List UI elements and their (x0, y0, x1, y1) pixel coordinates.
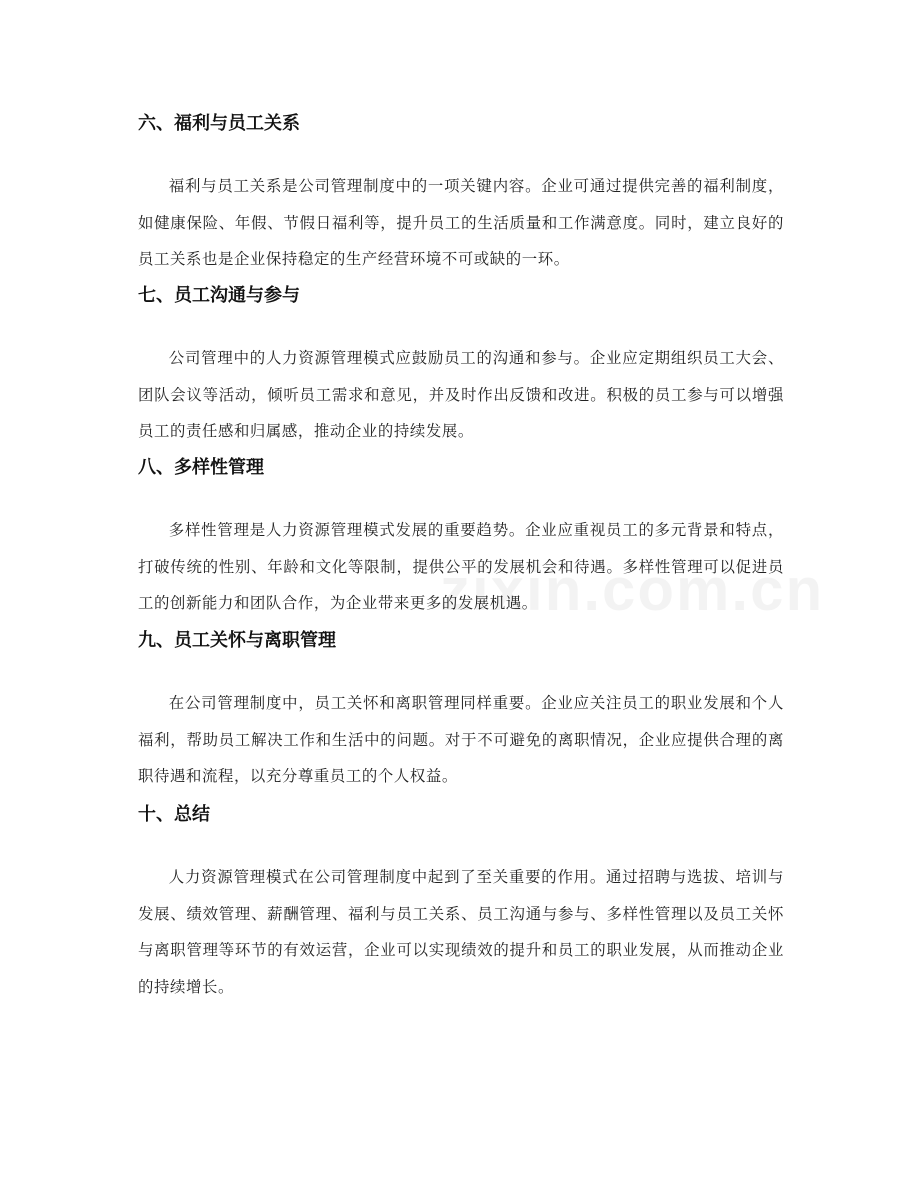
section-care-and-exit (138, 629, 784, 795)
section-paragraph: 公司管理中的人力资源管理模式应鼓励员工的沟通和参与。企业应定期组织员工大会、团队会议等活动，倾听员工需求和意见，并及时作出反馈和改进。积极的员工参与可以增强员工的责任感和归属感，推动企业的持续发展。 (138, 349, 784, 440)
section-heading: 十、总结 (138, 804, 210, 825)
section-paragraph: 福利与员工关系是公司管理制度中的一项关键内容。企业可通过提供完善的福利制度，如健康保险、年假、节假日福利等，提升员工的生活质量和工作满意度。同时，建立良好的员工关系也是企业保持稳定的生产经营环境不可或缺的一环。 (138, 177, 784, 268)
section-heading: 七、员工沟通与参与 (138, 285, 300, 306)
section-heading: 六、福利与员工关系 (138, 113, 300, 134)
section-diversity (138, 456, 784, 622)
section-paragraph: 人力资源管理模式在公司管理制度中起到了至关重要的作用。通过招聘与选拔、培训与发展、绩效管理、薪酬管理、福利与员工关系、员工沟通与参与、多样性管理以及员工关怀与离职管理等环节的有效运营，企业可以实现绩效的提升和员工的职业发展，从而推动企业的持续增长。 (138, 868, 784, 996)
section-communication (138, 284, 784, 450)
section-benefits (138, 112, 784, 278)
section-paragraph: 在公司管理制度中，员工关怀和离职管理同样重要。企业应关注员工的职业发展和个人福利，帮助员工解决工作和生活中的问题。对于不可避免的离职情况，企业应提供合理的离职待遇和流程，以充分尊重员工的个人权益。 (138, 694, 784, 785)
section-paragraph: 多样性管理是人力资源管理模式发展的重要趋势。企业应重视员工的多元背景和特点，打破传统的性别、年龄和文化等限制，提供公平的发展机会和待遇。多样性管理可以促进员工的创新能力和团队合作，为企业带来更多的发展机遇。 (138, 521, 784, 612)
section-summary (138, 803, 784, 1005)
section-heading: 八、多样性管理 (138, 457, 264, 478)
section-heading: 九、员工关怀与离职管理 (138, 630, 336, 651)
